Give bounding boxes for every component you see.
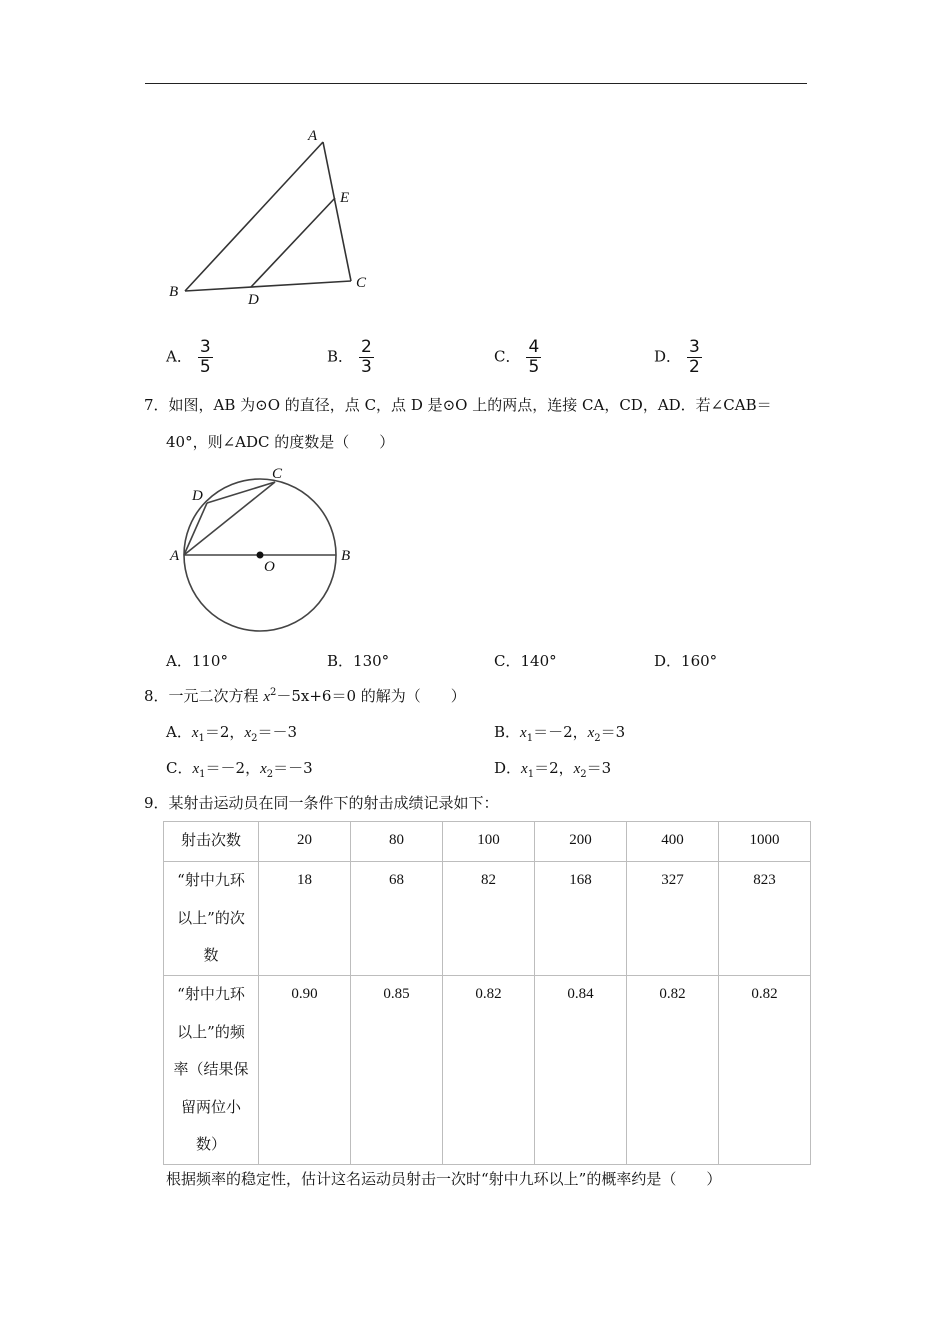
x2-value: ＝－3 bbox=[273, 759, 313, 777]
q8-option-d[interactable] bbox=[494, 757, 611, 780]
table-cell: 18 bbox=[259, 862, 351, 976]
x1-value: ＝－2， bbox=[533, 723, 588, 741]
q6-option-b[interactable] bbox=[327, 338, 374, 377]
option-letter: C． bbox=[166, 759, 193, 777]
var-x: x bbox=[192, 761, 200, 777]
numerator: 2 bbox=[361, 337, 372, 357]
q9-question: 根据频率的稳定性，估计这名运动员射击一次时“射中九环以上”的概率约是（ ） bbox=[166, 1170, 722, 1188]
label-o: O bbox=[264, 559, 275, 575]
table-cell: 68 bbox=[351, 862, 443, 976]
table-cell: 0.90 bbox=[259, 976, 351, 1165]
q8-option-a[interactable] bbox=[166, 721, 297, 744]
q7-option-d[interactable]: D．160° bbox=[654, 652, 718, 670]
sub-1: 1 bbox=[526, 733, 534, 744]
table-cell: 100 bbox=[443, 822, 535, 862]
table-cell: 0.82 bbox=[719, 976, 811, 1165]
header-line: 数） bbox=[195, 1135, 226, 1153]
q6-option-c[interactable] bbox=[494, 338, 541, 377]
var-x: x bbox=[520, 725, 527, 741]
segment-ac bbox=[323, 142, 351, 281]
segment-ab bbox=[185, 142, 323, 291]
table-cell: 82 bbox=[443, 862, 535, 976]
circle-figure bbox=[160, 460, 360, 640]
header-line: 以上”的频 bbox=[177, 1022, 245, 1041]
var-x: x bbox=[521, 761, 528, 777]
table-row bbox=[164, 862, 811, 976]
header-line: 率（结果保 bbox=[173, 1060, 249, 1078]
denominator: 5 bbox=[528, 357, 540, 377]
table-cell: 0.85 bbox=[351, 976, 443, 1165]
q8-suffix: －5x+6＝0 的解为（ ） bbox=[276, 687, 466, 705]
label-d: D bbox=[248, 292, 259, 308]
x1-value: ＝－2， bbox=[205, 759, 261, 777]
q6-option-a[interactable] bbox=[166, 338, 213, 377]
fraction bbox=[687, 338, 702, 377]
header-rule bbox=[145, 83, 807, 84]
label-b: B bbox=[341, 548, 351, 564]
table-cell: 168 bbox=[535, 862, 627, 976]
q8-stem bbox=[144, 685, 466, 706]
fraction bbox=[198, 338, 213, 377]
header-line: 以上”的次 bbox=[177, 908, 245, 927]
label-a: A bbox=[170, 548, 180, 564]
var-x: x bbox=[244, 725, 252, 741]
q8-prefix: 8．一元二次方程 bbox=[144, 687, 264, 705]
var-x: x bbox=[573, 761, 581, 777]
q7-option-c[interactable]: C．140° bbox=[494, 652, 557, 670]
table-cell: 80 bbox=[351, 822, 443, 862]
table-cell: 0.82 bbox=[627, 976, 719, 1165]
q8-option-b[interactable] bbox=[494, 721, 625, 744]
table-cell: 1000 bbox=[719, 822, 811, 862]
table-cell: 823 bbox=[719, 862, 811, 976]
header-line: “射中九环 bbox=[177, 871, 245, 889]
denominator: 3 bbox=[361, 357, 372, 377]
header-line: “射中九环 bbox=[177, 985, 245, 1003]
option-letter: C． bbox=[494, 347, 521, 366]
row-header bbox=[164, 976, 259, 1165]
var-x: x bbox=[587, 725, 595, 741]
option-letter: B． bbox=[494, 723, 521, 741]
numerator: 4 bbox=[528, 337, 540, 357]
sub-2: 2 bbox=[251, 733, 258, 744]
q7-line2: 40°，则∠ADC 的度数是（ ） bbox=[166, 433, 395, 451]
sub-1: 1 bbox=[198, 733, 205, 744]
q7-line1: 7．如图，AB 为⊙O 的直径，点 C，点 D 是⊙O 上的两点，连接 CA，CD，AD．若∠CAB＝ bbox=[144, 396, 772, 414]
sub-1: 1 bbox=[199, 769, 206, 780]
segment-bc bbox=[185, 281, 351, 291]
numerator: 3 bbox=[689, 337, 700, 357]
option-letter: D． bbox=[654, 347, 682, 366]
segment-de bbox=[251, 198, 335, 287]
center-dot bbox=[257, 552, 264, 559]
fraction bbox=[526, 338, 541, 377]
table-row bbox=[164, 976, 811, 1165]
header-line: 留两位小 bbox=[180, 1097, 241, 1116]
table-cell: 20 bbox=[259, 822, 351, 862]
q8-var: x bbox=[263, 689, 270, 705]
sub-2: 2 bbox=[594, 733, 601, 744]
x1-value: ＝2， bbox=[534, 759, 574, 777]
var-x: x bbox=[260, 761, 267, 777]
q7-option-a[interactable]: A．110° bbox=[166, 652, 228, 670]
row-header: 射击次数 bbox=[164, 822, 259, 862]
table-cell: 400 bbox=[627, 822, 719, 862]
triangle-figure bbox=[160, 120, 390, 315]
q8-option-c[interactable] bbox=[166, 757, 313, 780]
sub-2: 2 bbox=[580, 769, 587, 780]
sub-2: 2 bbox=[266, 769, 274, 780]
table-cell: 0.82 bbox=[443, 976, 535, 1165]
x2-value: ＝－3 bbox=[257, 723, 298, 741]
label-a: A bbox=[308, 128, 318, 144]
option-letter: A． bbox=[166, 347, 192, 366]
label-e: E bbox=[340, 190, 350, 206]
q8-exponent: 2 bbox=[269, 687, 277, 698]
table-cell: 200 bbox=[535, 822, 627, 862]
x2-value: ＝3 bbox=[586, 759, 612, 777]
label-c: C bbox=[272, 466, 283, 482]
x2-value: ＝3 bbox=[600, 723, 626, 741]
option-letter: D． bbox=[494, 759, 522, 777]
numerator: 3 bbox=[199, 337, 211, 357]
q9-intro: 9．某射击运动员在同一条件下的射击成绩记录如下： bbox=[144, 794, 499, 812]
row-header bbox=[164, 862, 259, 976]
label-d: D bbox=[192, 488, 203, 504]
x1-value: ＝2， bbox=[204, 723, 245, 741]
label-c: C bbox=[356, 275, 367, 291]
q7-option-b[interactable]: B．130° bbox=[327, 652, 390, 670]
table-row bbox=[164, 822, 811, 862]
table-cell: 327 bbox=[627, 862, 719, 976]
chord-ad bbox=[184, 503, 207, 555]
table-cell: 0.84 bbox=[535, 976, 627, 1165]
sub-1: 1 bbox=[527, 769, 535, 780]
q6-option-d[interactable] bbox=[654, 338, 702, 377]
header-line: 数 bbox=[203, 946, 219, 964]
fraction bbox=[359, 338, 374, 377]
option-letter: A． bbox=[166, 723, 192, 741]
label-b: B bbox=[169, 284, 179, 300]
denominator: 2 bbox=[689, 357, 700, 377]
var-x: x bbox=[191, 725, 199, 741]
option-letter: B． bbox=[327, 347, 354, 366]
shooting-record-table bbox=[163, 821, 811, 1165]
denominator: 5 bbox=[199, 357, 211, 377]
